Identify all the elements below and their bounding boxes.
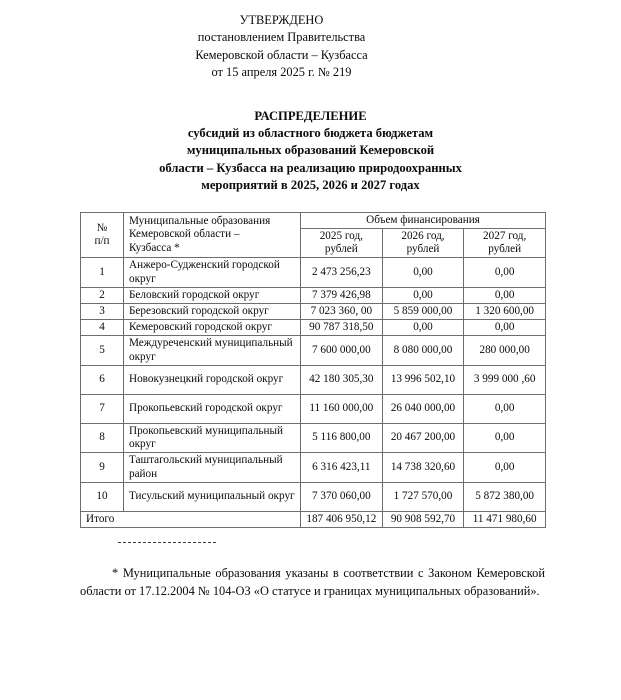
header-2026-line1: 2026 год, bbox=[401, 230, 445, 243]
row-value-2027: 0,00 bbox=[464, 320, 546, 336]
header-2027-line1: 2027 год, bbox=[483, 230, 527, 243]
row-value-2025: 7 600 000,00 bbox=[301, 336, 383, 365]
row-municipality: Междуреченский муниципальный округ bbox=[124, 336, 301, 365]
approval-block bbox=[0, 0, 621, 82]
row-number: 3 bbox=[81, 304, 124, 320]
table-row bbox=[81, 336, 546, 365]
table-body bbox=[81, 258, 546, 527]
row-value-2027: 0,00 bbox=[464, 287, 546, 303]
row-municipality: Анжеро-Судженский городской округ bbox=[124, 258, 301, 287]
header-year-2027 bbox=[464, 229, 546, 258]
total-value-2027: 11 471 980,60 bbox=[464, 511, 546, 527]
row-number: 10 bbox=[81, 482, 124, 511]
row-number: 5 bbox=[81, 336, 124, 365]
row-number: 4 bbox=[81, 320, 124, 336]
row-number: 9 bbox=[81, 453, 124, 482]
table-row bbox=[81, 287, 546, 303]
row-value-2025: 7 379 426,98 bbox=[301, 287, 383, 303]
row-value-2025: 2 473 256,23 bbox=[301, 258, 383, 287]
row-value-2026: 20 467 200,00 bbox=[382, 423, 464, 452]
row-municipality: Таштагольский муниципальный район bbox=[124, 453, 301, 482]
row-value-2026: 8 080 000,00 bbox=[382, 336, 464, 365]
header-num-line1: № bbox=[96, 221, 108, 234]
table-row bbox=[81, 320, 546, 336]
row-value-2027: 5 872 380,00 bbox=[464, 482, 546, 511]
header-num-line2: п/п bbox=[94, 235, 110, 248]
row-municipality: Кемеровский городской округ bbox=[124, 320, 301, 336]
table-row bbox=[81, 453, 546, 482]
row-municipality: Беловский городской округ bbox=[124, 287, 301, 303]
row-value-2027: 0,00 bbox=[464, 394, 546, 423]
header-municipality bbox=[124, 212, 301, 258]
table-row bbox=[81, 482, 546, 511]
header-row-number bbox=[81, 212, 124, 258]
table-total-row bbox=[81, 511, 546, 527]
header-year-2025 bbox=[301, 229, 383, 258]
row-number: 7 bbox=[81, 394, 124, 423]
footnote-text: * Муниципальные образования указаны в соответствии с Законом Кемеровской области от 17.12.2004 № 104-ОЗ «О статусе и границах муниципальных образований». bbox=[80, 565, 545, 598]
row-value-2025: 6 316 423,11 bbox=[301, 453, 383, 482]
approval-line-4: от 15 апреля 2025 г. № 219 bbox=[211, 65, 352, 80]
row-value-2027: 3 999 000 ,60 bbox=[464, 365, 546, 394]
footnote-separator bbox=[0, 528, 621, 543]
row-number: 8 bbox=[81, 423, 124, 452]
row-number: 2 bbox=[81, 287, 124, 303]
row-value-2025: 42 180 305,30 bbox=[301, 365, 383, 394]
row-value-2026: 0,00 bbox=[382, 287, 464, 303]
distribution-table-container bbox=[0, 195, 621, 528]
row-value-2026: 5 859 000,00 bbox=[382, 304, 464, 320]
row-value-2025: 7 023 360, 00 bbox=[301, 304, 383, 320]
header-year-2026 bbox=[382, 229, 464, 258]
header-2026-line2: рублей bbox=[406, 243, 440, 256]
row-value-2025: 5 116 800,00 bbox=[301, 423, 383, 452]
row-value-2027: 280 000,00 bbox=[464, 336, 546, 365]
title-line-3: муниципальных образований Кемеровской bbox=[186, 143, 435, 158]
header-funding-volume: Объем финансирования bbox=[301, 212, 546, 228]
row-number: 1 bbox=[81, 258, 124, 287]
table-row bbox=[81, 423, 546, 452]
approval-line-1: УТВЕРЖДЕНО bbox=[239, 13, 324, 27]
title-line-1: РАСПРЕДЕЛЕНИЕ bbox=[254, 108, 367, 123]
row-municipality: Прокопьевский городской округ bbox=[124, 394, 301, 423]
table-head bbox=[81, 212, 546, 258]
title-line-5: мероприятий в 2025, 2026 и 2027 годах bbox=[201, 178, 420, 193]
page-title bbox=[0, 82, 621, 195]
header-name-line3: Кузбасса * bbox=[129, 241, 180, 254]
row-value-2026: 0,00 bbox=[382, 258, 464, 287]
row-value-2027: 0,00 bbox=[464, 423, 546, 452]
row-value-2026: 14 738 320,60 bbox=[382, 453, 464, 482]
title-line-2: субсидий из областного бюджета бюджетам bbox=[187, 126, 434, 141]
total-label: Итого bbox=[81, 511, 301, 527]
row-value-2027: 0,00 bbox=[464, 258, 546, 287]
table-row bbox=[81, 304, 546, 320]
row-municipality: Новокузнецкий городской округ bbox=[124, 365, 301, 394]
table-row bbox=[81, 365, 546, 394]
header-name-line1: Муниципальные образования bbox=[129, 214, 271, 227]
table-row bbox=[81, 258, 546, 287]
row-value-2026: 1 727 570,00 bbox=[382, 482, 464, 511]
header-2025-line2: рублей bbox=[324, 243, 358, 256]
row-value-2026: 13 996 502,10 bbox=[382, 365, 464, 394]
distribution-table bbox=[80, 212, 546, 528]
title-line-4: области – Кузбасса на реализацию природоохранных bbox=[159, 160, 462, 175]
row-value-2026: 26 040 000,00 bbox=[382, 394, 464, 423]
approval-line-3: Кемеровской области – Кузбасса bbox=[195, 47, 368, 62]
total-value-2025: 187 406 950,12 bbox=[301, 511, 383, 527]
row-number: 6 bbox=[81, 365, 124, 394]
row-value-2026: 0,00 bbox=[382, 320, 464, 336]
header-2027-line2: рублей bbox=[488, 243, 522, 256]
row-municipality: Тисульский муниципальный округ bbox=[124, 482, 301, 511]
row-municipality: Прокопьевский муниципальный округ bbox=[124, 423, 301, 452]
approval-line-2: постановлением Правительства bbox=[197, 30, 366, 45]
row-municipality: Березовский городской округ bbox=[124, 304, 301, 320]
header-name-line2: Кемеровской области – bbox=[129, 228, 240, 241]
row-value-2027: 0,00 bbox=[464, 453, 546, 482]
row-value-2025: 7 370 060,00 bbox=[301, 482, 383, 511]
header-2025-line1: 2025 год, bbox=[319, 230, 363, 243]
row-value-2027: 1 320 600,00 bbox=[464, 304, 546, 320]
table-header-row-1 bbox=[81, 212, 546, 228]
table-row bbox=[81, 394, 546, 423]
row-value-2025: 90 787 318,50 bbox=[301, 320, 383, 336]
row-value-2025: 11 160 000,00 bbox=[301, 394, 383, 423]
total-value-2026: 90 908 592,70 bbox=[382, 511, 464, 527]
